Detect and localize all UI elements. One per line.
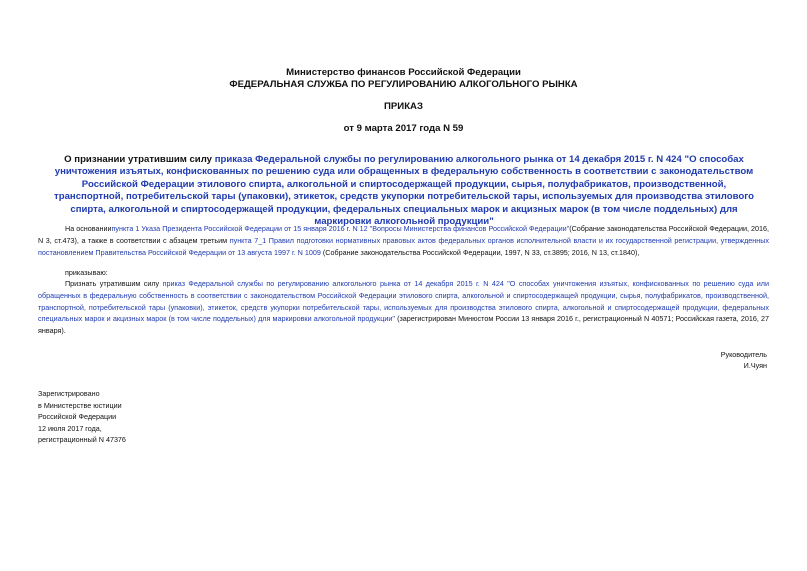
decision-link-order[interactable]: приказ Федеральной службы по регулированию алкогольного рынка от 14 декабря 2015 г. N 424 "О способах уничтожения изъятых, конфискованных по решению суда или обращенных в федеральную собственность в соответствии с законодательством Российской Федерации этилового спирта, алкогольной и спиртосодержащей продукции, сырья, полуфабрикатов, производственной, транспортной, потребительской тары (упаковки), этикеток, средств укупорки потребительской тары, используемых для производства этилового спирта, алкогольной и спиртосодержащей продукции, федеральных специальных марок и акцизных марок (в том числе поддельных) для маркировки алкогольной продукции" [38, 279, 769, 324]
title-link[interactable]: приказа Федеральной службы по регулированию алкогольного рынка от 14 декабря 2015 г. N 424 "О способах уничтожения изъятых, конфискованных по решению суда или обращенных в федеральную собственность в соответствии с законодательством Российской Федерации этилового спирта, алкогольной и спиртосодержащей продукции, сырья, полуфабрикатов, производственной, транспортной, потребительской тары (упаковки), этикеток, средств укупорки потребительской тары, используемых для производства этилового спирта, алкогольной и спиртосодержащей продукции, федеральных специальных марок и акцизных марок (в том числе поддельных) для маркировки алкогольной продукции" [54, 154, 754, 228]
order-word: приказываю: [65, 268, 108, 277]
basis-link-decree[interactable]: пункта 1 Указа Президента Российской Федерации от 15 января 2016 г. N 12 "Вопросы Министерства финансов Российской Федерации" [111, 224, 570, 233]
registration-block [38, 388, 126, 446]
basis-text-1: На основании [65, 224, 112, 233]
document-date-number: от 9 марта 2017 года N 59 [343, 123, 464, 134]
decision-paragraph [38, 278, 769, 337]
registration-line: 12 июля 2017 года, [38, 423, 102, 433]
document-title [46, 154, 762, 228]
basis-text-2: (Собрание законодательства Российской Федерации, 2016, N 3, ст.473), а также в соответствии с абзацем третьим [38, 224, 769, 245]
registration-line: регистрационный N 47376 [38, 435, 126, 445]
registration-line: Зарегистрировано [38, 389, 100, 398]
signatory-position: Руководитель [720, 350, 767, 359]
service-name: ФЕДЕРАЛЬНАЯ СЛУЖБА ПО РЕГУЛИРОВАНИЮ АЛКОГОЛЬНОГО РЫНКА [229, 79, 578, 90]
basis-paragraph [38, 223, 769, 258]
registration-line: в Министерстве юстиции [38, 400, 122, 410]
decision-text-1: Признать утратившим силу [65, 279, 163, 288]
basis-text-3: (Собрание законодательства Российской Федерации, 1997, N 33, ст.3895; 2016, N 13, ст.1840), [320, 247, 640, 257]
ministry-name: Министерство финансов Российской Федерации [286, 67, 521, 78]
document-type: ПРИКАЗ [384, 101, 423, 112]
basis-link-rules[interactable]: пункта 7_1 Правил подготовки нормативных правовых актов федеральных органов исполнительной власти и их государственной регистрации, утвержденных постановлением Правительства Российской Федерации от 13 августа 1997 г. N 1009 [38, 235, 769, 257]
registration-line: Российской Федерации [38, 412, 117, 422]
signatory-name: И.Чуян [743, 361, 767, 370]
title-prefix: О признании утратившим силу [64, 154, 215, 165]
decision-text-2: (зарегистрирован Минюстом России 13 января 2016 г., регистрационный N 40571; Российская газета, 2016, 27 января). [38, 314, 769, 336]
